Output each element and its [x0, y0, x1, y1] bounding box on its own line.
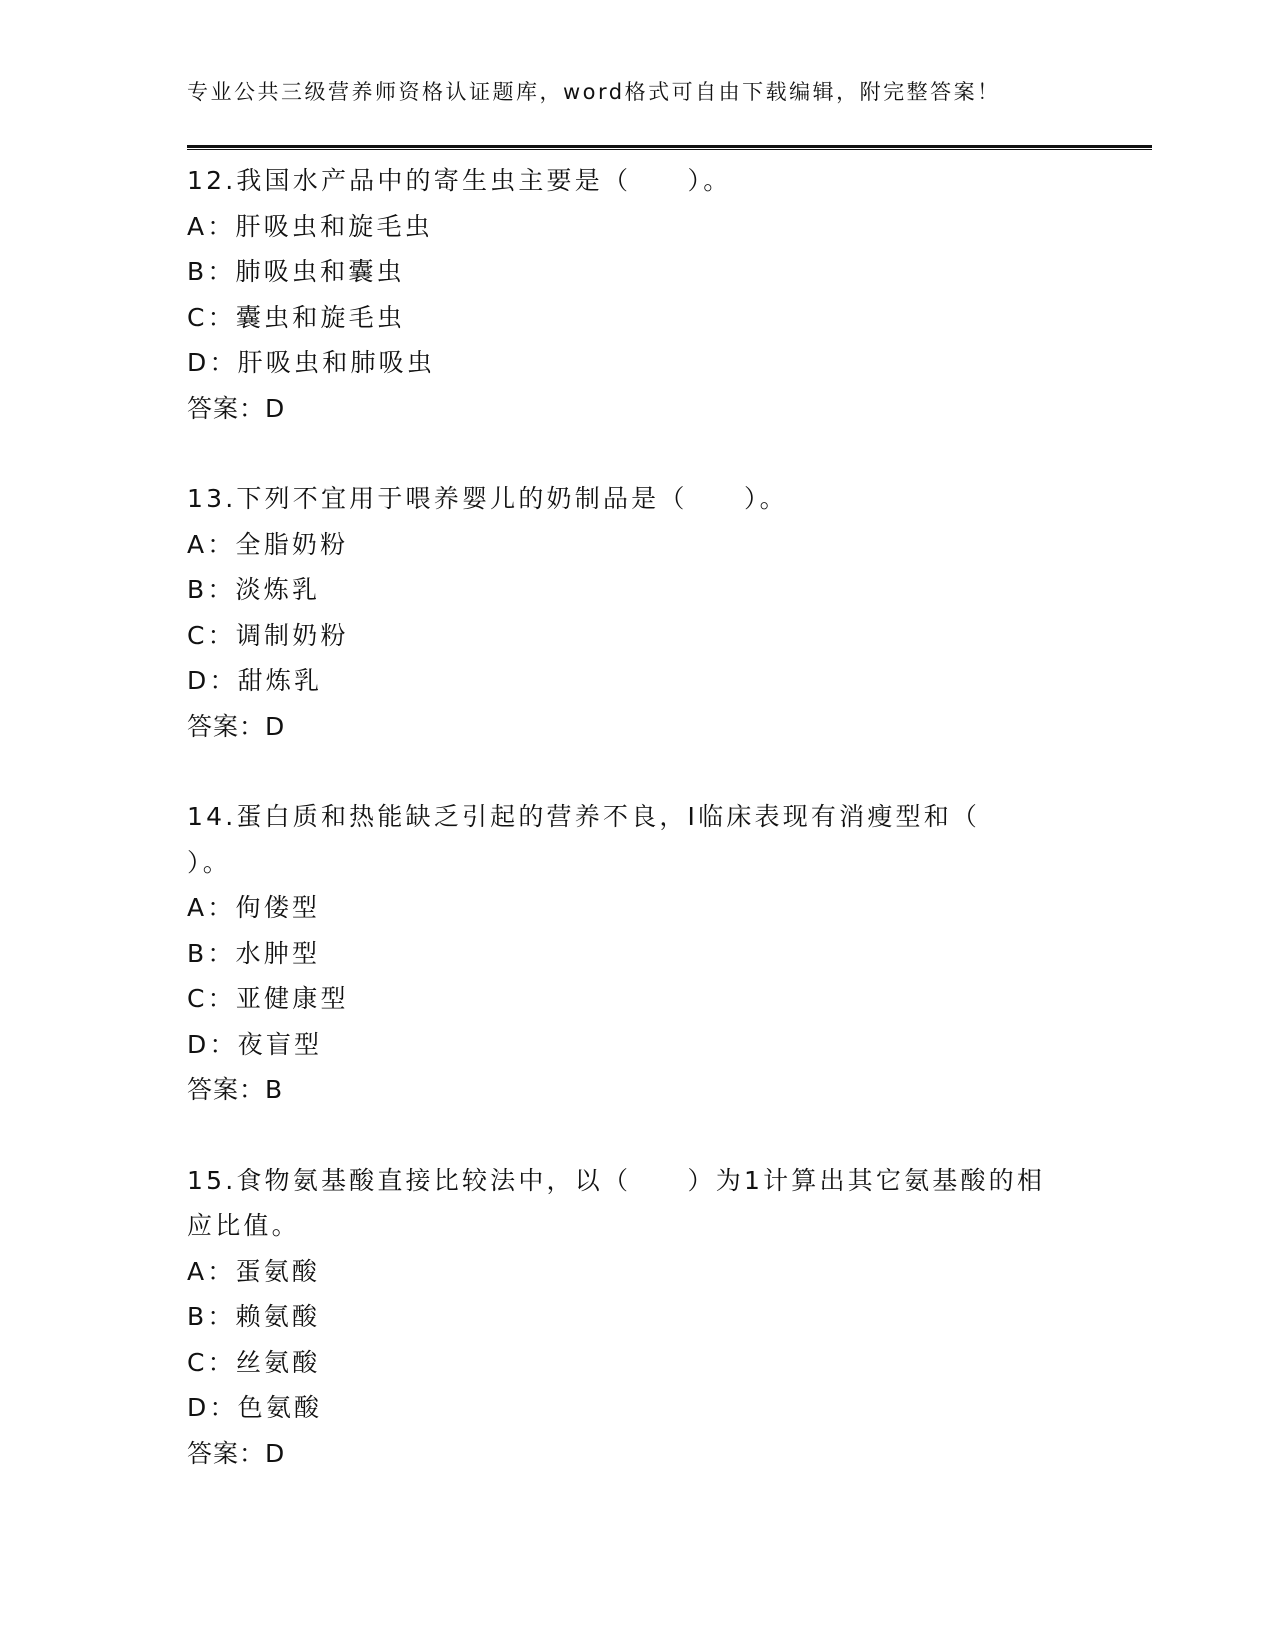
option-c: C：调制奶粉: [187, 620, 349, 650]
answer-line: [187, 704, 1087, 750]
option-a: A：肝吸虫和旋毛虫: [187, 211, 433, 241]
answer-line: [187, 1067, 1087, 1113]
answer-line: [187, 1431, 1087, 1477]
option-b: B：赖氨酸: [187, 1302, 321, 1331]
answer-line: [187, 386, 1087, 432]
question-12: [187, 158, 1087, 431]
question-stem: 14.蛋白质和热能缺乏引起的营养不良，I临床表现有消瘦型和（: [187, 802, 981, 831]
question-stem: 12.我国水产品中的寄生虫主要是（ ）。: [187, 166, 732, 195]
option-b: B：淡炼乳: [187, 575, 321, 604]
option-a: A：蛋氨酸: [187, 1256, 321, 1286]
option-c: C：囊虫和旋毛虫: [187, 302, 406, 332]
header-divider: [187, 145, 1152, 150]
option-c: C：丝氨酸: [187, 1347, 321, 1377]
question-stem: 13.下列不宜用于喂养婴儿的奶制品是（ ）。: [187, 484, 788, 513]
option-b: B：水肿型: [187, 938, 321, 968]
question-13: [187, 476, 1087, 749]
question-stem-continued: ）。: [187, 847, 231, 877]
answer-key: D: [265, 393, 286, 423]
question-stem: 15.食物氨基酸直接比较法中，以（ ）为1计算出其它氨基酸的相: [187, 1165, 1046, 1195]
option-a: A：佝偻型: [187, 893, 321, 922]
answer-key: D: [265, 1438, 286, 1468]
option-c: C：亚健康型: [187, 984, 349, 1013]
option-b: B：肺吸虫和囊虫: [187, 257, 405, 286]
answer-key: D: [265, 711, 286, 741]
option-d: D：色氨酸: [187, 1393, 323, 1422]
question-14: [187, 794, 1087, 1113]
answer-label: 答案：: [187, 1075, 266, 1104]
option-a: A：全脂奶粉: [187, 529, 349, 559]
question-list: [187, 158, 1087, 1521]
answer-label: 答案：: [187, 711, 266, 741]
option-d: D：肝吸虫和肺吸虫: [187, 348, 436, 377]
answer-label: 答案：: [187, 1438, 266, 1468]
page-header: 专业公共三级营养师资格认证题库，word格式可自由下载编辑，附完整答案！: [187, 80, 1001, 104]
question-15: [187, 1158, 1087, 1477]
question-stem-continued: 应比值。: [187, 1211, 300, 1240]
answer-key: B: [265, 1075, 284, 1104]
answer-label: 答案：: [187, 393, 266, 423]
option-d: D：夜盲型: [187, 1029, 323, 1059]
option-d: D：甜炼乳: [187, 666, 323, 695]
